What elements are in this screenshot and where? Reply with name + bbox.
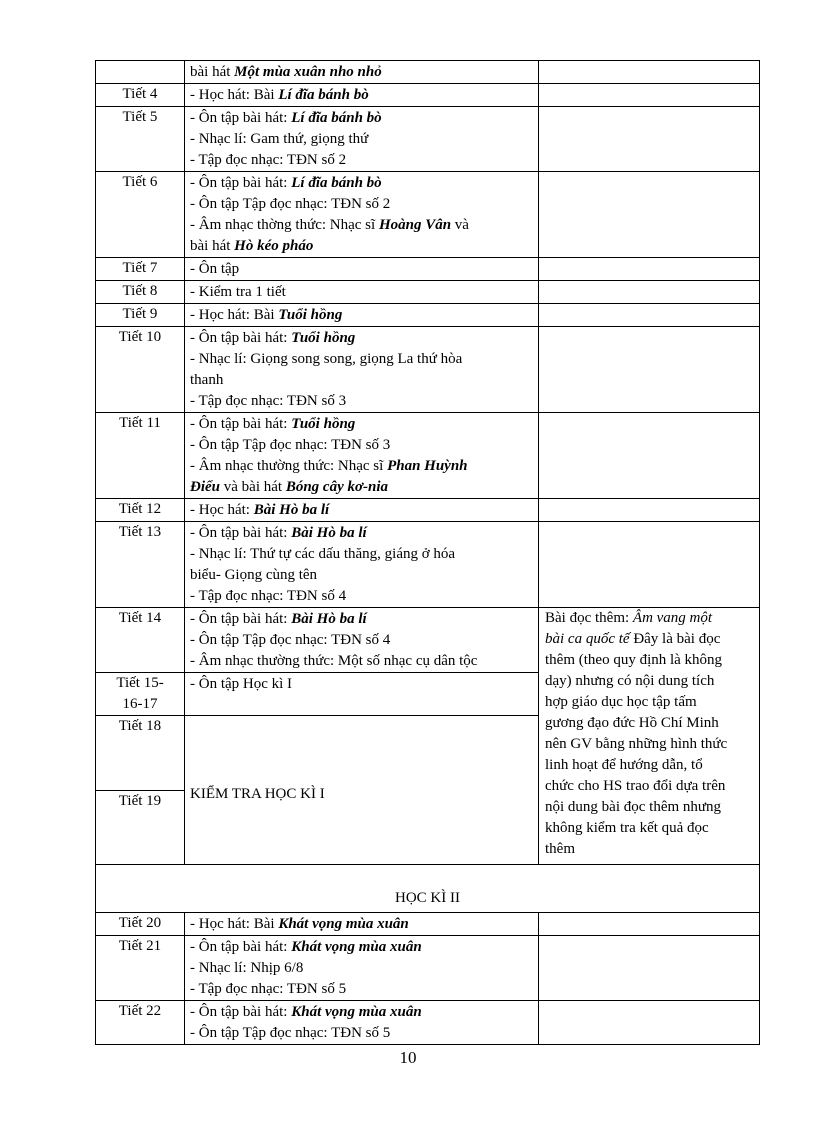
reading-title: bài ca quốc tế: [545, 631, 630, 647]
content-line: - Ôn tập Tập đọc nhạc: TĐN số 5: [190, 1025, 391, 1041]
lesson-cell: Tiết 12: [96, 499, 185, 522]
lesson-cell: Tiết 22: [96, 1001, 185, 1045]
content-cell: [185, 522, 539, 608]
content-line: - Ôn tập bài hát: Tuổi hồng: [190, 416, 356, 432]
content-line: - Ôn tập bài hát: Lí đĩa bánh bò: [190, 175, 382, 191]
content-line: - Học hát: Bài Hò ba lí: [190, 502, 330, 518]
content-cell: [185, 172, 539, 258]
lesson-cell: Tiết 7: [96, 258, 185, 281]
content-line: bài ca quốc tế Đây là bài đọc: [545, 631, 721, 647]
song-title: Phan Huỳnh: [387, 458, 468, 474]
notes-cell: [539, 304, 760, 327]
content-line: - Ôn tập bài hát: Khát vọng mùa xuân: [190, 1004, 422, 1020]
notes-cell: [539, 61, 760, 84]
notes-cell: [539, 522, 760, 608]
lesson-cell: Tiết 6: [96, 172, 185, 258]
song-title: Bài Hò ba lí: [291, 611, 367, 627]
notes-cell: [539, 107, 760, 172]
lesson-cell: Tiết 5: [96, 107, 185, 172]
song-title: Tuổi hồng: [291, 416, 356, 432]
table-row: [96, 61, 760, 84]
lesson-cell: Tiết 19: [96, 790, 185, 865]
table-row: [96, 107, 760, 172]
content-line: - Ôn tập bài hát: Tuổi hồng: [190, 330, 356, 346]
section-row: [96, 865, 760, 913]
notes-cell: [539, 1001, 760, 1045]
content-cell: [185, 258, 539, 281]
content-line: Bài đọc thêm: Âm vang một: [545, 610, 713, 626]
content-line: - Ôn tập Học kì I: [190, 676, 293, 692]
song-title: Điểu: [190, 479, 220, 495]
lesson-cell: Tiết 20: [96, 913, 185, 936]
lesson-cell: Tiết 15- 16-17: [96, 673, 185, 716]
lesson-cell: Tiết 8: [96, 281, 185, 304]
page-number: 10: [399, 1048, 417, 1067]
notes-cell: [539, 913, 760, 936]
curriculum-table: [95, 60, 759, 1045]
notes-cell: [539, 413, 760, 499]
table-row: [96, 913, 760, 936]
song-title: Lí đĩa bánh bò: [278, 87, 369, 103]
content-line: biểu- Giọng cùng tên: [190, 567, 318, 583]
notes-cell: [539, 84, 760, 107]
lesson-cell: Tiết 11: [96, 413, 185, 499]
lesson-cell: [96, 61, 185, 84]
content-line: - Ôn tập bài hát: Khát vọng mùa xuân: [190, 939, 422, 955]
song-title: Bài Hò ba lí: [291, 525, 367, 541]
content-line: - Ôn tập bài hát: Lí đĩa bánh bò: [190, 110, 382, 126]
table-row: [96, 499, 760, 522]
song-title: Một mùa xuân nho nhỏ: [234, 64, 382, 80]
content-line: - Học hát: Bài Tuổi hồng: [190, 307, 343, 323]
reading-note-cell: [539, 608, 760, 865]
song-title: Tuổi hồng: [291, 330, 356, 346]
lesson-cell: Tiết 18: [96, 716, 185, 791]
table-row: [96, 281, 760, 304]
content-cell: [185, 608, 539, 673]
song-title: Khát vọng mùa xuân: [278, 916, 409, 932]
content-line: nội dung bài đọc thêm nhưng: [545, 799, 722, 815]
table-row: [96, 413, 760, 499]
table-row: [96, 84, 760, 107]
exam-label: KIỂM TRA HỌC KÌ I: [190, 786, 325, 802]
content-line: - Âm nhạc thường thức: Một số nhạc cụ dân tộc: [190, 653, 478, 669]
song-title: Khát vọng mùa xuân: [291, 1004, 422, 1020]
content-line: thêm: [545, 841, 575, 857]
notes-cell: [539, 258, 760, 281]
notes-cell: [539, 499, 760, 522]
content-line: - Tập đọc nhạc: TĐN số 2: [190, 152, 347, 168]
content-cell: [185, 327, 539, 413]
table-row: [96, 936, 760, 1001]
song-title: Hoàng Vân: [378, 217, 452, 233]
content-line: gương đạo đức Hồ Chí Minh: [545, 715, 719, 731]
content-line: - Ôn tập Tập đọc nhạc: TĐN số 2: [190, 196, 391, 212]
table-row: [96, 1001, 760, 1045]
content-line: - Âm nhạc thờng thức: Nhạc sĩ Hoàng Vân và: [190, 217, 469, 233]
content-cell: [185, 281, 539, 304]
content-line: - Ôn tập: [190, 261, 240, 277]
content-line: - Ôn tập Tập đọc nhạc: TĐN số 4: [190, 632, 391, 648]
content-line: - Ôn tập bài hát: Bài Hò ba lí: [190, 525, 367, 541]
content-line: - Tập đọc nhạc: TĐN số 5: [190, 981, 347, 997]
content-line: - Học hát: Bài Khát vọng mùa xuân: [190, 916, 409, 932]
song-title: Khát vọng mùa xuân: [291, 939, 422, 955]
content-line: nên GV bằng những hình thức: [545, 736, 728, 752]
lesson-cell: Tiết 21: [96, 936, 185, 1001]
section-title: HỌC KÌ II: [96, 865, 760, 913]
content-cell: [185, 413, 539, 499]
table-row: [96, 172, 760, 258]
content-line: - Ôn tập bài hát: Bài Hò ba lí: [190, 611, 367, 627]
content-line: linh hoạt để hướng dẫn, tổ: [545, 757, 703, 773]
content-line: chức cho HS trao đổi dựa trên: [545, 778, 726, 794]
table-row: [96, 258, 760, 281]
content-cell: [185, 913, 539, 936]
table-row: [96, 304, 760, 327]
song-title: Lí đĩa bánh bò: [291, 110, 382, 126]
content-line: - Âm nhạc thường thức: Nhạc sĩ Phan Huỳnh: [190, 458, 468, 474]
content-line: - Tập đọc nhạc: TĐN số 4: [190, 588, 347, 604]
content-line: - Kiểm tra 1 tiết: [190, 284, 286, 300]
song-title: Bóng cây kơ-nia: [285, 479, 389, 495]
exam-cell: [185, 716, 539, 865]
lesson-cell: Tiết 4: [96, 84, 185, 107]
content-line: không kiểm tra kết quả đọc: [545, 820, 709, 836]
table-row: [96, 608, 760, 673]
song-title: Tuổi hồng: [278, 307, 343, 323]
content-line: - Tập đọc nhạc: TĐN số 3: [190, 393, 347, 409]
table-row: [96, 522, 760, 608]
content-line: thêm (theo quy định là không: [545, 652, 723, 668]
content-cell: [185, 936, 539, 1001]
content-line: thanh: [190, 372, 224, 388]
content-cell: [185, 673, 539, 716]
content-line: - Nhạc lí: Thứ tự các dấu thăng, giáng ở hóa: [190, 546, 456, 562]
content-line: - Nhạc lí: Gam thứ, giọng thứ: [190, 131, 369, 147]
song-title: Bài Hò ba lí: [253, 502, 330, 518]
content-line: - Ôn tập Tập đọc nhạc: TĐN số 3: [190, 437, 391, 453]
content-line: - Nhạc lí: Nhịp 6/8: [190, 960, 304, 976]
content-line: - Nhạc lí: Giọng song song, giọng La thứ hòa: [190, 351, 463, 367]
content-cell: [185, 499, 539, 522]
content-line: bài hát Một mùa xuân nho nhỏ: [190, 64, 382, 80]
lesson-cell: Tiết 10: [96, 327, 185, 413]
lesson-cell: Tiết 9: [96, 304, 185, 327]
content-cell: [185, 84, 539, 107]
content-line: bài hát Hò kéo pháo: [190, 238, 314, 254]
content-cell: [185, 61, 539, 84]
song-title: Lí đĩa bánh bò: [291, 175, 382, 191]
content-line: dạy) nhưng có nội dung tích: [545, 673, 715, 689]
content-cell: [185, 1001, 539, 1045]
notes-cell: [539, 281, 760, 304]
content-line: Điểu và bài hát Bóng cây kơ-nia: [190, 479, 389, 495]
notes-cell: [539, 327, 760, 413]
lesson-cell: Tiết 14: [96, 608, 185, 673]
content-cell: [185, 107, 539, 172]
content-line: - Học hát: Bài Lí đĩa bánh bò: [190, 87, 369, 103]
content-cell: [185, 304, 539, 327]
content-line: hợp giáo dục học tập tấm: [545, 694, 697, 710]
song-title: Hò kéo pháo: [234, 238, 314, 254]
table-row: [96, 327, 760, 413]
lesson-cell: Tiết 13: [96, 522, 185, 608]
notes-cell: [539, 172, 760, 258]
notes-cell: [539, 936, 760, 1001]
reading-title: Âm vang một: [632, 610, 713, 626]
